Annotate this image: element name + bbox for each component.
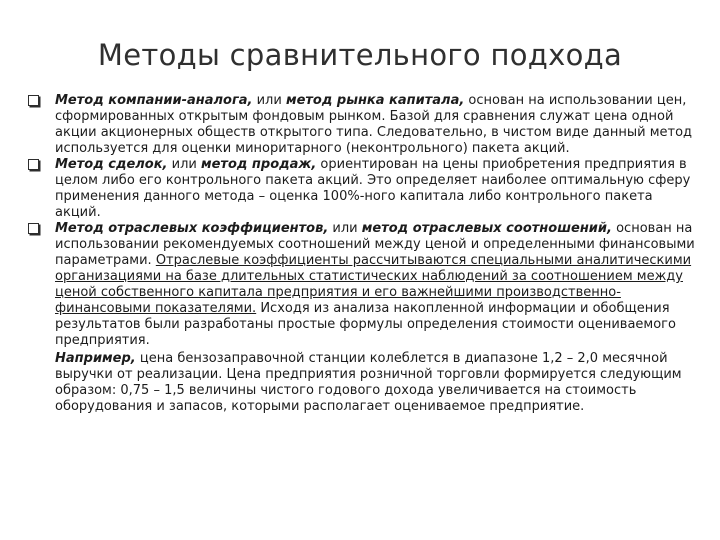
method-term: Метод отраслевых коэффициентов, xyxy=(55,221,329,236)
conjunction: или xyxy=(328,221,362,236)
example-term: Например, xyxy=(55,351,136,366)
example-paragraph xyxy=(28,351,698,415)
slide-title: Методы сравнительного подхода xyxy=(97,38,623,72)
example-text: цена бензозаправочной станции колеблется в диапазоне 1,2 – 2,0 месячной выручки от реализации. Цена предприятия розничной торговли формируется следующим образом: 0,75 – 1,5 величины чистого годового дохода увеличивается на стоимость оборудования и запасов, которыми располагает оцениваемое предприятие. xyxy=(55,351,682,414)
bullet-text: ориентирован на цены приобретения предприятия в целом либо его контрольного пакета акций. Это определяет наиболее оптимальную сферу применения данного метода – оценка 100%-ного капитала либо контрольного пакета акций. xyxy=(55,157,691,220)
conjunction: или xyxy=(252,93,286,108)
method-term: метод рынка капитала, xyxy=(285,93,465,108)
underlined-text: Отраслевые коэффициенты рассчитываются специальными аналитическими организациями на базе длительных статистических наблюдений за соотношением между ценой собственного капитала предприятия и его важнейшими производственно-финансовыми показателями. xyxy=(55,253,692,316)
method-term: метод продаж, xyxy=(200,157,317,172)
checkbox-bullet-icon xyxy=(28,223,39,234)
method-term: метод отраслевых соотношений, xyxy=(361,221,612,236)
bullet-text: основан на использовании цен, сформированных открытым фондовым рынком. Базой для сравнения служат цена одной акции акционерных обществ открытого типа. Следовательно, в чистом виде данный метод используется для оценки миноритарного (неконтрольного) пакета акций. xyxy=(55,93,693,156)
bullet-item xyxy=(28,93,698,157)
bullet-text: основан на использовании рекомендуемых соотношений между ценой и определенными финансовыми параметрами. xyxy=(55,221,695,268)
method-term: Метод сделок, xyxy=(55,157,168,172)
conjunction: или xyxy=(167,157,201,172)
checkbox-bullet-icon xyxy=(28,159,39,170)
slide-content xyxy=(28,93,698,415)
bullet-item xyxy=(28,221,698,349)
bullet-text: Исходя из анализа накопленной информации и обобщения результатов были разработаны простые формулы определения стоимости оцениваемого предприятия. xyxy=(55,301,676,348)
method-term: Метод компании-аналога, xyxy=(55,93,253,108)
checkbox-bullet-icon xyxy=(28,95,39,106)
bullet-item xyxy=(28,157,698,221)
